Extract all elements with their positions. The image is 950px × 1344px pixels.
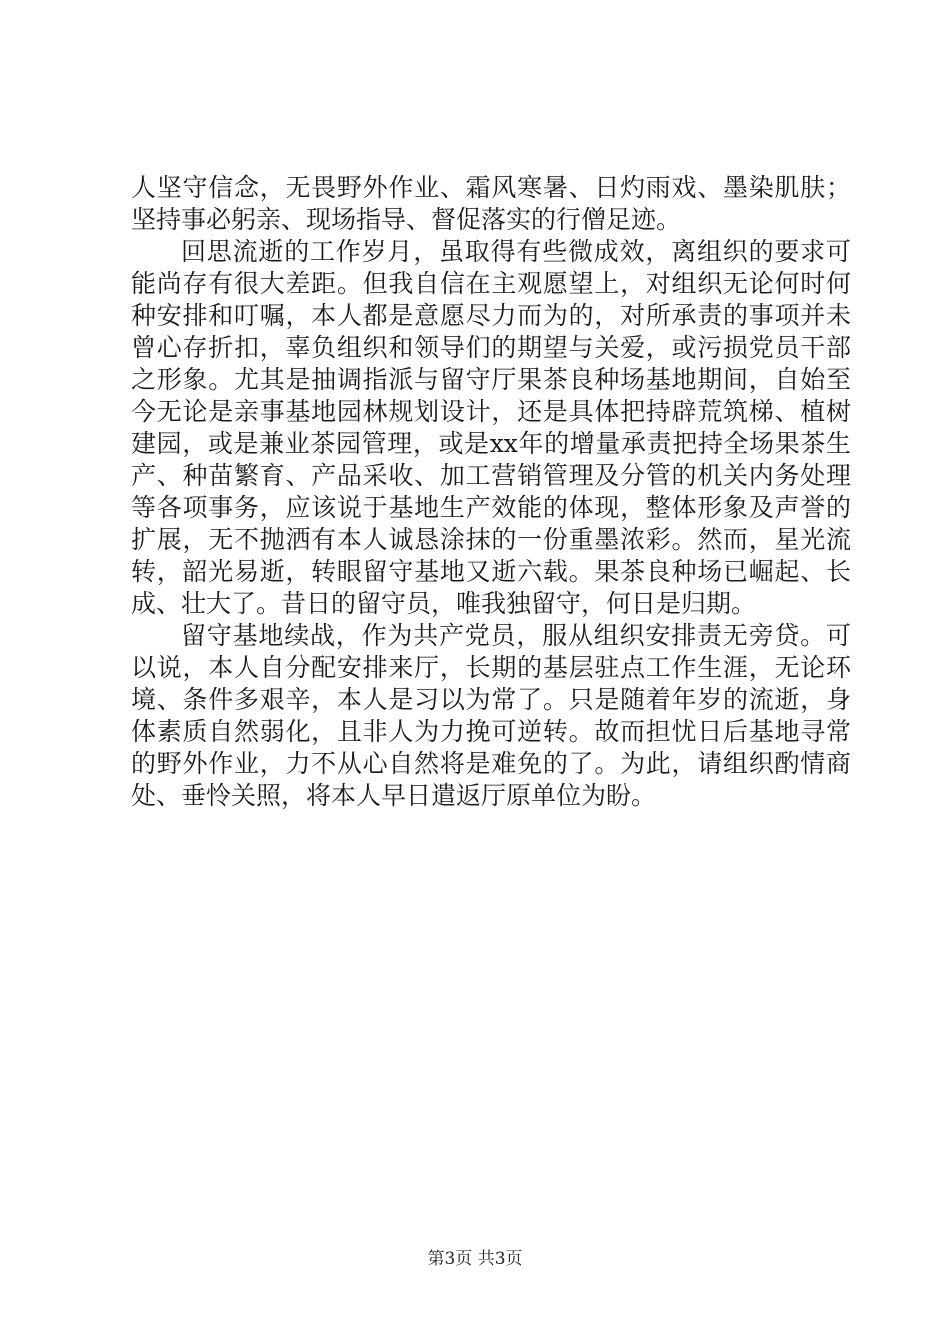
paragraph-request: 留守基地续战，作为共产党员，服从组织安排责无旁贷。可以说，本人自分配安排来厅，长期的基层驻点工作生涯，无论环境、条件多艰辛，本人是习以为常了。只是随着年岁的流逝，身体素质自然弱化，且非人为力挽可逆转。故而担忧日后基地寻常的野外作业，力不从心自然将是难免的了。为此，请组织酌情商处、垂怜关照，将本人早日遣返厅原单位为盼。	[131, 621, 851, 810]
paragraph-reflection: 回思流逝的工作岁月，虽取得有些微成效，离组织的要求可能尚存有很大差距。但我自信在主观愿望上，对组织无论何时何种安排和叮嘱，本人都是意愿尽力而为的，对所承责的事项并未曾心存折扣，辜负组织和领导们的期望与关爱，或污损党员干部之形象。尤其是抽调指派与留守厅果茶良种场基地期间，自始至今无论是亲事基地园林规划设计，还是具体把持辟荒筑梯、植树建园，或是兼业茶园管理，或是xx年的增量承责把持全场果茶生产、种苗繁育、产品采收、加工营销管理及分管的机关内务处理等各项事务，应该说于基地生产效能的体现，整体形象及声誉的扩展，无不抛洒有本人诚恳涂抹的一份重墨浓彩。然而，星光流转，韶光易逝，转眼留守基地又逝六载。果茶良种场已崛起、长成、壮大了。昔日的留守员，唯我独留守，何日是归期。	[131, 237, 851, 618]
document-body	[131, 172, 851, 812]
paragraph-continuation: 人坚守信念，无畏野外作业、霜风寒暑、日灼雨戏、墨染肌肤；坚持事必躬亲、现场指导、督促落实的行僧足迹。	[131, 173, 851, 234]
page-footer: 第3页 共3页	[427, 1249, 523, 1269]
